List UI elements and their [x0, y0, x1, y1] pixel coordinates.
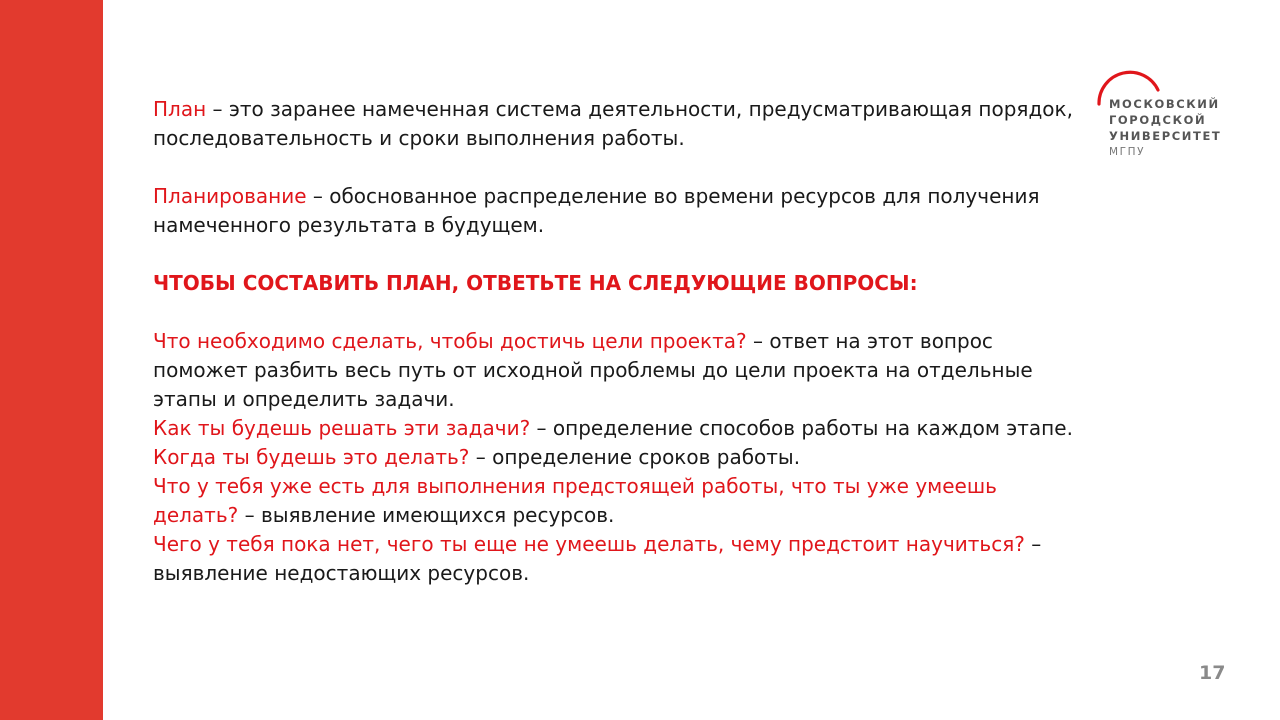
answer-text: – определение способов работы на каждом этапе.: [530, 416, 1073, 440]
logo-text: [1109, 96, 1221, 160]
planning-term: Планирование: [153, 184, 307, 208]
question-text: Чего у тебя пока нет, чего ты еще не умеешь делать, чему предстоит научиться?: [153, 532, 1025, 556]
planning-text: – обоснованное распределение во времени ресурсов для получения намеченного результата в будущем.: [153, 184, 1040, 237]
answer-text: – выявление имеющихся ресурсов.: [238, 503, 615, 527]
answer-text: – определение сроков работы.: [469, 445, 801, 469]
plan-definition: [153, 95, 1073, 153]
questions-heading: ЧТОБЫ СОСТАВИТЬ ПЛАН, ОТВЕТЬТЕ НА СЛЕДУЮЩИЕ ВОПРОСЫ:: [153, 271, 918, 295]
question-item: [153, 443, 1073, 472]
question-text: Что необходимо сделать, чтобы достичь цели проекта?: [153, 329, 747, 353]
question-item: [153, 327, 1073, 414]
logo-line-1: МОСКОВСКИЙ: [1109, 97, 1220, 111]
slide-content: [153, 95, 1073, 588]
side-accent-bar: [0, 0, 103, 720]
planning-definition: [153, 182, 1073, 240]
question-text: Как ты будешь решать эти задачи?: [153, 416, 531, 440]
page-number: 17: [1199, 662, 1226, 684]
answer-text: – ответ на этот вопрос поможет разбить весь путь от исходной проблемы до цели проекта на отдельные этапы и определить задачи.: [153, 329, 1033, 411]
question-text: Что у тебя уже есть для выполнения предстоящей работы, что ты уже умеешь делать?: [153, 474, 997, 527]
logo-line-2: ГОРОДСКОЙ: [1109, 113, 1207, 127]
logo-line-4: МГПУ: [1109, 146, 1146, 158]
logo-line-3: УНИВЕРСИТЕТ: [1109, 129, 1222, 143]
question-text: Когда ты будешь это делать?: [153, 445, 470, 469]
university-logo: [1090, 68, 1230, 168]
question-item: [153, 472, 1073, 530]
answer-text: – выявление недостающих ресурсов.: [153, 532, 1042, 585]
question-item: [153, 530, 1073, 588]
plan-text: – это заранее намеченная система деятельности, предусматривающая порядок, последовательность и сроки выполнения работы.: [153, 97, 1073, 150]
question-item: [153, 414, 1073, 443]
plan-term: План: [153, 97, 207, 121]
